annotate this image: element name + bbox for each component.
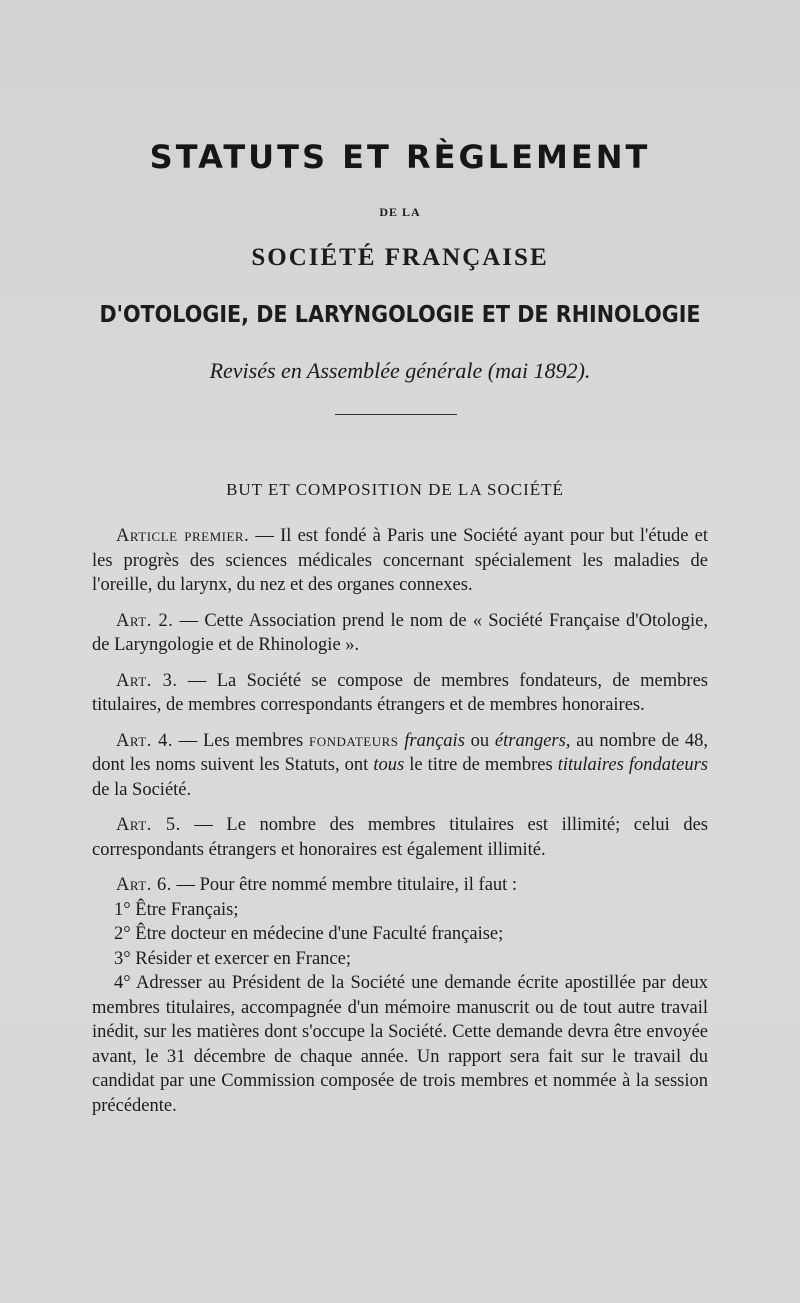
article-6-item: 1° Être Français; [114,899,239,920]
title-rule [335,414,457,415]
article-text: — Les membres [172,730,309,751]
article-label: Art. 4. [116,730,173,751]
article-text: — Il est fondé à Paris une Société ayant pour but l'étude et les progrès des sciences médicales concernant spécialement les maladies de l'oreille, du larynx, du nez et des organes connexes. [92,526,708,595]
article-label: Art. 3. [116,670,178,691]
article-italic: titulaires fondateurs [557,755,709,775]
article-1 [92,524,708,598]
society-name: SOCIÉTÉ FRANÇAISE [251,244,549,271]
article-3 [92,669,708,718]
article-4 [92,729,708,803]
document-title: STATUTS ET RÈGLEMENT [149,138,651,176]
society-specialties: D'OTOLOGIE, DE LARYNGOLOGIE ET DE RHINOLOGIE [99,302,701,328]
article-5 [92,813,708,862]
article-6-item: 2° Être docteur en médecine d'une Faculté française; [114,924,504,944]
article-text: de la Société. [92,779,192,800]
section-title: BUT ET COMPOSITION DE LA SOCIÉTÉ [226,480,564,499]
article-text: — La Société se compose de membres fondateurs, de membres titulaires, de membres correspondants étrangers et de membres honoraires. [92,670,708,715]
article-italic: tous [373,755,405,775]
article-text: — Le nombre des membres titulaires est illimité; celui des correspondants étrangers et honoraires est également illimité. [92,815,708,860]
article-6-item: 4° Adresser au Président de la Société une demande écrite apostillée par deux membres titulaires, accompagnée d'un mémoire manuscrit ou de tout autre travail inédit, sur les matières dont s'occupe la Société. Cette demande devra être envoyée avant, le 31 décembre de chaque année. Un rapport sera fait sur le travail du candidat par une Commission composée de trois membres et nommée à la session précédente. [92,973,708,1116]
article-label: Art. 2. [116,610,174,631]
article-label: Art. 5. [116,815,181,835]
article-label: Article premier. [116,526,250,546]
article-text: le titre de membres [404,755,558,775]
revision-note: Revisés en Assemblée générale (mai 1892). [209,358,591,383]
title-connector: DE LA [379,205,421,219]
articles-body [92,524,708,1118]
article-text: ou [464,730,495,751]
article-6 [92,873,708,898]
article-smallcaps: fondateurs [308,730,399,751]
article-text: — Cette Association prend le nom de « Société Française d'Otologie, de Laryngologie et de Rhinologie ». [92,610,708,655]
article-label: Art. 6. [116,875,172,895]
article-italic: étrangers, [494,730,571,751]
article-2 [92,609,708,658]
article-text: — Pour être nommé membre titulaire, il faut : [171,875,518,895]
article-italic: français [404,730,465,751]
article-6-item: 3° Résider et exercer en France; [114,948,351,969]
article-text: au nombre de 48, dont les noms suivent les Statuts, ont [92,730,708,775]
